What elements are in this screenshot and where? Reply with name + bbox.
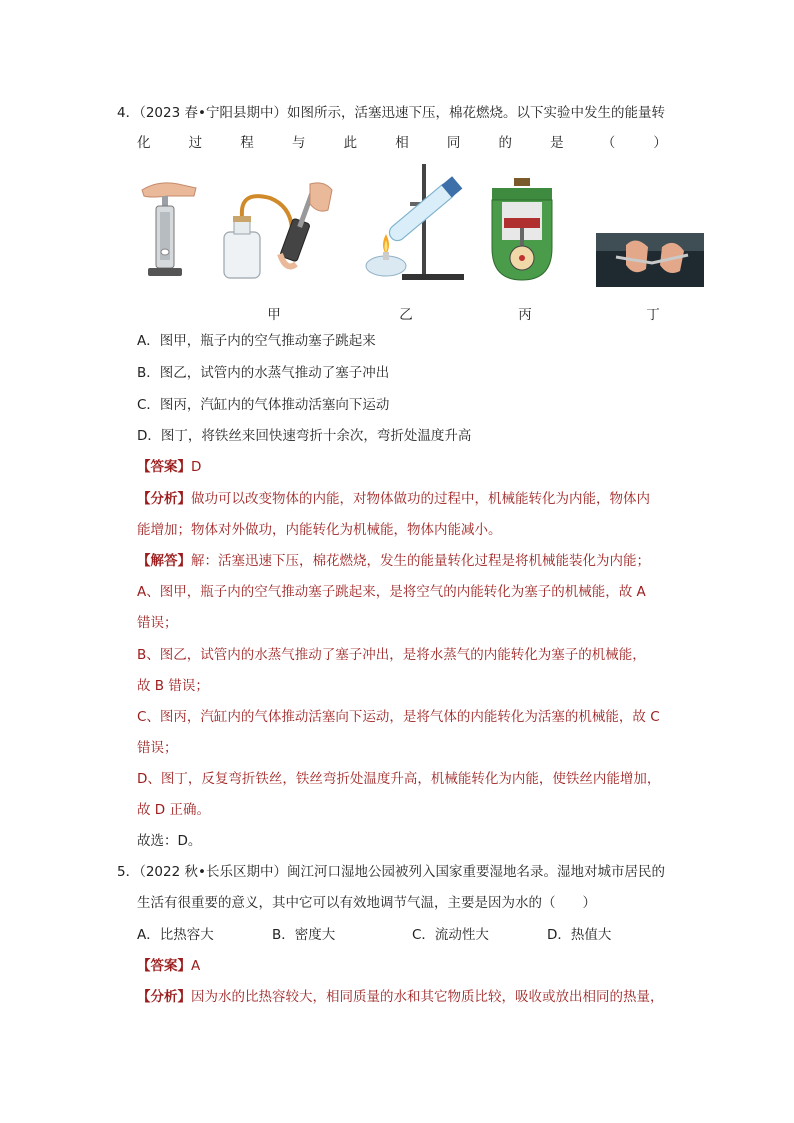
q4-char: （ (601, 135, 616, 151)
q4-solution-line: 故 B 错误； (137, 678, 209, 694)
q4-option-c: C．图丙，汽缸内的气体推动活塞向下运动 (137, 397, 390, 413)
q5-answer (137, 956, 200, 976)
q4-char: 过 (188, 135, 203, 151)
q4-option-a: A．图甲，瓶子内的空气推动塞子跳起来 (137, 333, 376, 349)
q4-char: 与 (291, 135, 306, 151)
solution-tag: 【解答】 (137, 553, 191, 569)
q4-solution-line1 (137, 551, 650, 571)
figure-label-yi: 乙 (399, 307, 413, 323)
analysis-text: 做功可以改变物体的内能，对物体做功的过程中，机械能转化为内能，物体内 (191, 491, 650, 507)
answer-value: D (191, 459, 202, 475)
q4-char: 相 (395, 135, 409, 151)
bottle-pump-figure (220, 180, 340, 282)
answer-tag: 【答案】 (137, 958, 191, 974)
q4-char: ） (653, 135, 667, 151)
q4-char: 此 (343, 135, 358, 151)
q4-solution-line: B、图乙，试管内的水蒸气推动了塞子冲出，是将水蒸气的内能转化为塞子的机械能， (137, 647, 646, 663)
q5-option-d: D．热值大 (547, 927, 612, 943)
q4-char: 是 (550, 135, 564, 151)
q4-solution-line: 错误； (137, 740, 178, 756)
q4-char: 化 (137, 135, 151, 151)
answer-tag: 【答案】 (137, 459, 191, 475)
piston-hand-figure (138, 178, 198, 280)
q4-analysis-line1 (137, 489, 650, 509)
analysis-text: 因为水的比热容较大，相同质量的水和其它物质比较，吸收或放出相同的热量， (191, 989, 664, 1005)
q5-option-b: B．密度大 (272, 927, 336, 943)
q4-option-b: B．图乙，试管内的水蒸气推动了塞子冲出 (137, 365, 390, 381)
q4-solution-line: A、图甲，瓶子内的空气推动塞子跳起来，是将空气的内能转化为塞子的机械能，故 A (137, 584, 646, 600)
q4-solution-line: D、图丁，反复弯折铁丝，铁丝弯折处温度升高，机械能转化为内能，使铁丝内能增加， (137, 771, 661, 787)
q4-stem-line2 (137, 133, 667, 153)
q4-solution-line: 错误； (137, 615, 178, 631)
q5-option-c: C．流动性大 (412, 927, 489, 943)
q4-char: 同 (446, 135, 461, 151)
figure-label-jia: 甲 (267, 307, 281, 323)
q4-solution-line: 故 D 正确。 (137, 802, 210, 818)
q5-analysis-line1 (137, 987, 664, 1007)
q4-solution-line: C、图丙，汽缸内的气体推动活塞向下运动，是将气体的内能转化为活塞的机械能，故 C (137, 709, 660, 725)
q4-option-d: D．图丁，将铁丝来回快速弯折十余次，弯折处温度升高 (137, 428, 472, 444)
q4-choice: 故选：D。 (137, 833, 202, 849)
test-tube-burner-figure (362, 162, 472, 282)
engine-cylinder-figure (490, 178, 554, 282)
figure-label-ding: 丁 (646, 307, 660, 323)
q5-stem-line1: 5．（2022 秋•长乐区期中）闽江河口湿地公园被列入国家重要湿地名录。湿地对城市居民的 (117, 864, 665, 880)
analysis-tag: 【分析】 (137, 491, 191, 507)
q4-answer (137, 457, 201, 477)
bending-wire-figure (596, 233, 704, 287)
solution-text: 解：活塞迅速下压，棉花燃烧，发生的能量转化过程是将机械能装化为内能； (191, 553, 650, 569)
analysis-tag: 【分析】 (137, 989, 191, 1005)
q4-char: 程 (240, 135, 254, 151)
q5-option-a: A．比热容大 (137, 927, 214, 943)
q4-stem-line1: 4．（2023 春•宁阳县期中）如图所示，活塞迅速下压，棉花燃烧。以下实验中发生的能量转 (117, 105, 665, 121)
q5-stem-line2: 生活有很重要的意义，其中它可以有效地调节气温，主要是因为水的（ ） (137, 895, 596, 911)
q4-char: 的 (498, 135, 512, 151)
q4-analysis-line2: 能增加；物体对外做功，内能转化为机械能，物体内能减小。 (137, 522, 502, 538)
figure-label-bing: 丙 (518, 307, 532, 323)
answer-value: A (191, 958, 201, 974)
